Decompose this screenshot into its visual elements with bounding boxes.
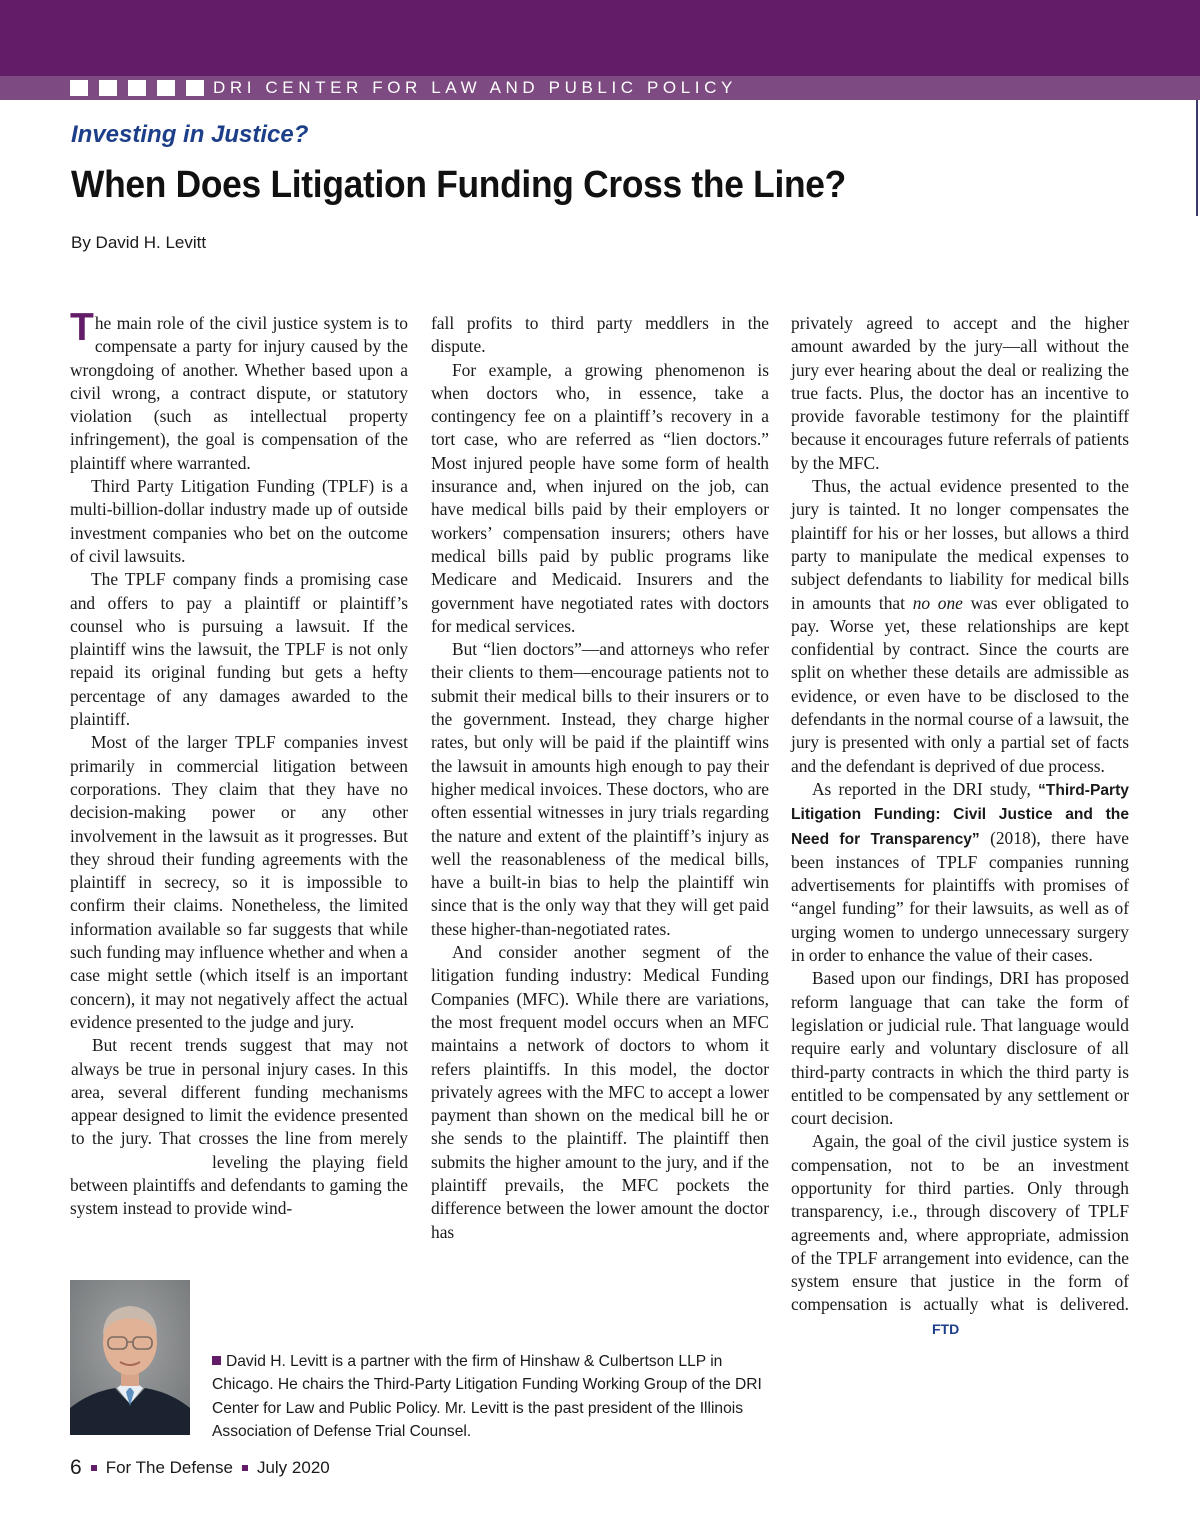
bullet-square-icon bbox=[212, 1356, 221, 1365]
section-squares bbox=[70, 80, 204, 96]
paragraph: Based upon our findings, DRI has proposed reform language that can take the form of legislation or judicial rule. That language would require early and voluntary disclosure of all third-party contracts in which the third party is entitled to be compensated by any settlement or court decision. bbox=[791, 968, 1129, 1129]
end-mark-icon: FTD bbox=[932, 1320, 960, 1337]
paragraph: And consider another segment of the litigation funding industry: Medical Funding Companies (MFC). While there are variations, the most frequent model occurs when an MFC maintains a network of doctors to whom it refers plaintiffs. In this model, the doctor privately agrees with the MFC to accept a lower payment than shown on the medical bill he or she sends to the plaintiff. The plaintiff then submits the higher amount to the jury, and if the plaintiff prevails, the MFC pockets the difference between the lower amount the doctor has bbox=[431, 942, 769, 1242]
drop-cap: T bbox=[70, 306, 94, 349]
article-title: When Does Litigation Funding Cross the Line? bbox=[71, 164, 846, 206]
square-mark bbox=[99, 80, 117, 96]
paragraph: As reported in the DRI study, “Third-Party Litigation Funding: Civil Justice and the Need for Transparency” (2018), there have been instances of TPLF companies running advertisements for plaintiffs with promises of “angel funding” for their lawsuits, as well as of urging women to undergo unnecessary surgery in order to enhance the value of their cases. bbox=[791, 778, 1129, 966]
top-color-band bbox=[0, 0, 1200, 76]
paragraph: For example, a growing phenomenon is when doctors who, in essence, take a contingency fee on a plaintiff’s recovery in a tort case, who are referred as “lien doctors.” Most injured people have some form of health insurance and, when injured on the job, can have medical bills paid by their employers or workers’ compensation insurers; others have medical bills paid by public programs like Medicare and Medicaid. Insurers and the government have negotiated rates with doctors for medical services. bbox=[431, 359, 769, 636]
paragraph: But recent trends suggest that may not always be true in personal injury cases. In this area, several different funding mechanisms appear designed to limit the evidence presented to the jury. That crosses the line from merely leveling the playing field between plaintiffs and defendants to gaming the system instead to provide wind- bbox=[70, 1035, 408, 1219]
column-1 bbox=[70, 306, 408, 1221]
paragraph: Thus, the actual evidence presented to the jury is tainted. It no longer compensates the plaintiff for his or her losses, but allows a third party to manipulate the medical expenses to subject defendants to liability for medical bills in amounts that no one was ever obligated to pay. Worse yet, these relationships are kept confidential by contract. Since the courts are split on whether these details are admissible as evidence, or even have to be disclosed to the defendants in the normal course of a lawsuit, the jury is presented with only a partial set of facts and the defendant is deprived of due process. bbox=[791, 476, 1129, 776]
square-mark bbox=[157, 80, 175, 96]
paragraph: privately agreed to accept and the higher amount awarded by the jury—all without the jury ever hearing about the deal or realizing the true facts. Plus, the doctor has an incentive to provide favorable testimony for the plaintiff because it encourages future referrals of patients by the MFC. bbox=[791, 313, 1129, 473]
study-title: “Third-Party Litigation Funding: Civil Justice and the Need for Transparency” bbox=[791, 781, 1129, 848]
section-title: DRI CENTER FOR LAW AND PUBLIC POLICY bbox=[213, 78, 737, 97]
author-photo bbox=[70, 1280, 190, 1435]
byline: By David H. Levitt bbox=[71, 233, 207, 252]
paragraph: But “lien doctors”—and attorneys who refer their clients to them—encourage patients not to submit their medical bills to their insurers or to the government. Instead, they charge higher rates, but only will be paid if the plaintiff wins the lawsuit in amounts high enough to pay their higher medical invoices. These doctors, who are often essential witnesses in jury trials regarding the nature and extent of the plaintiff’s injury as well the reasonableness of the medical bills, have a built-in bias to help the plaintiff win since that is the only way that they will get paid these higher-than-negotiated rates. bbox=[431, 639, 769, 939]
column-3 bbox=[791, 312, 1129, 1341]
issue-date: July 2020 bbox=[256, 1458, 330, 1477]
article-kicker: Investing in Justice? bbox=[71, 121, 309, 148]
page-footer bbox=[70, 1456, 330, 1480]
paragraph: Again, the goal of the civil justice system is compensation, not to be an investment opportunity for third parties. Only through transparency, i.e., through discovery of TPLF agreements and, where appropriate, admission of the TPLF arrangement into evidence, can the system ensure that justice in the form of compensation is actually what is delivered.FTD bbox=[791, 1130, 1129, 1341]
page-edge-line bbox=[1196, 100, 1198, 216]
publication-name: For The Defense bbox=[105, 1458, 233, 1477]
bullet-square-icon bbox=[91, 1465, 97, 1471]
author-bio: David H. Levitt is a partner with the firm of Hinshaw & Culbertson LLP in Chicago. He chairs the Third-Party Litigation Funding Working Group of the DRI Center for Law and Public Policy. Mr. Levitt is the past president of the Illinois Association of Defense Trial Counsel. bbox=[212, 1353, 762, 1440]
paragraph: fall profits to third party meddlers in the dispute. bbox=[431, 313, 769, 357]
emphasis: no one bbox=[912, 592, 963, 613]
paragraph: The TPLF company finds a promising case and offers to pay a plaintiff or plaintiff’s counsel who is pursuing a lawsuit. If the plaintiff wins the lawsuit, the TPLF is not only repaid its original funding but gets a hefty percentage of any damages awarded to the plaintiff. bbox=[70, 569, 408, 730]
square-mark bbox=[186, 80, 204, 96]
paragraph: The main role of the civil justice system is to compensate a party for injury caused by the wrongdoing of another. Whether based upon a civil wrong, a contract dispute, or statutory violation (such as intellectual property infringement), the goal is compensation of the plaintiff where warranted. bbox=[70, 306, 408, 473]
bullet-square-icon bbox=[242, 1465, 248, 1471]
paragraph: Most of the larger TPLF companies invest primarily in commercial litigation between corporations. They claim that they have no decision-making power or any other involvement in the lawsuit as it progresses. But they shroud their funding agreements with the plaintiff in secrecy, so it is impossible to confirm their claims. Nonetheless, the limited information available so far suggests that while such funding may influence whether and when a case might settle (which itself is an important concern), it may not negatively affect the actual evidence presented to the judge and jury. bbox=[70, 732, 408, 1032]
square-mark bbox=[70, 80, 88, 96]
page-number: 6 bbox=[70, 1456, 82, 1479]
square-mark bbox=[128, 80, 146, 96]
paragraph: Third Party Litigation Funding (TPLF) is a multi-billion-dollar industry made up of outside investment companies who bet on the outcome of civil lawsuits. bbox=[70, 476, 408, 566]
column-2 bbox=[431, 312, 769, 1244]
